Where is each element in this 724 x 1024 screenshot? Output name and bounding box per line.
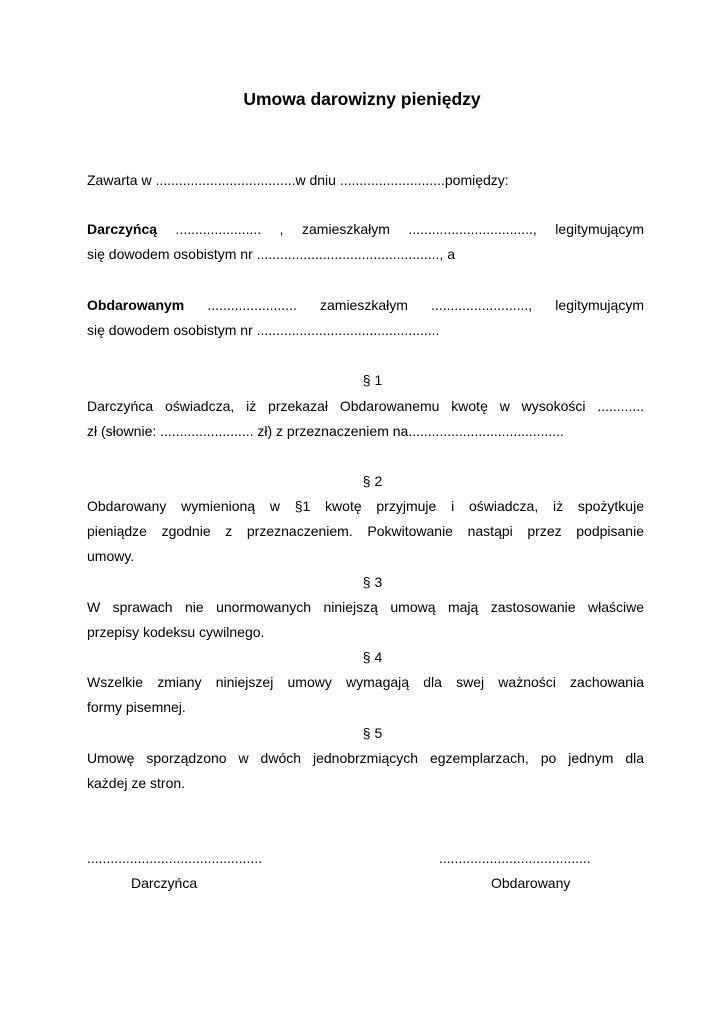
contract-intro: Zawarta w ....................................w dniu ...........................pomiędzy: [87,172,509,188]
section-3-line-1: W sprawach nie unormowanych niniejszą umową mają zastosowanie właściwe [87,599,644,615]
donee-signature-line: ....................................... [439,850,591,866]
section-1-heading-text: § 1 [362,372,383,388]
section-3-heading-text: § 3 [362,574,383,590]
donor-signature-line: ............................................. [87,850,263,866]
section-3-heading [87,573,644,591]
donor-label: Darczyńcą [87,221,158,237]
section-1-line-1: Darczyńca oświadcza, iż przekazał Obdarowanemu kwotę w wysokości ............ [87,398,644,414]
section-5-heading-text: § 5 [362,725,383,741]
section-4-line-1: Wszelkie zmiany niniejszej umowy wymagają dla swej ważności zachowania [87,674,644,690]
section-2-line-2: pieniądze zgodnie z przeznaczeniem. Pokwitowanie nastąpi przez podpisanie [87,523,644,539]
donee-signature-label: Obdarowany [491,875,571,891]
donor-signature-label: Darczyńca [131,875,198,891]
section-5-line-1: Umowę sporządzono w dwóch jednobrzmiących egzemplarzach, po jednym dla [87,750,644,766]
donee-line-2: się dowodem osobistym nr ............................................... [87,322,440,338]
section-4-heading [87,648,644,666]
section-2-line-3: umowy. [87,548,135,564]
section-2-heading [87,472,644,490]
donor-line-2: się dowodem osobistym nr ..............................................., a [87,246,456,262]
section-4-line-2: formy pisemnej. [87,699,186,715]
donee-label: Obdarowanym [87,297,185,313]
section-2-heading-text: § 2 [362,473,383,489]
section-1-line-2: zł (słownie: ........................ zł) z przeznaczeniem na........................................ [87,423,564,439]
section-4-heading-text: § 4 [362,649,383,665]
donee-line-1 [87,296,644,314]
donor-line-1-text: ...................... , zamieszkałym ................................, legitymującym [157,221,644,237]
section-5-heading [87,724,644,742]
section-2-line-1: Obdarowany wymienioną w §1 kwotę przyjmuje i oświadcza, iż spożytkuje [87,498,644,514]
section-1-heading [87,371,644,389]
page-title: Umowa darowizny pieniędzy [243,89,481,109]
section-5-line-2: każdej ze stron. [87,775,186,791]
donor-line-1 [87,220,644,238]
donee-line-1-text: ....................... zamieszkałym ........................., legitymującym [184,297,644,313]
section-3-line-2: przepisy kodeksu cywilnego. [87,624,265,640]
